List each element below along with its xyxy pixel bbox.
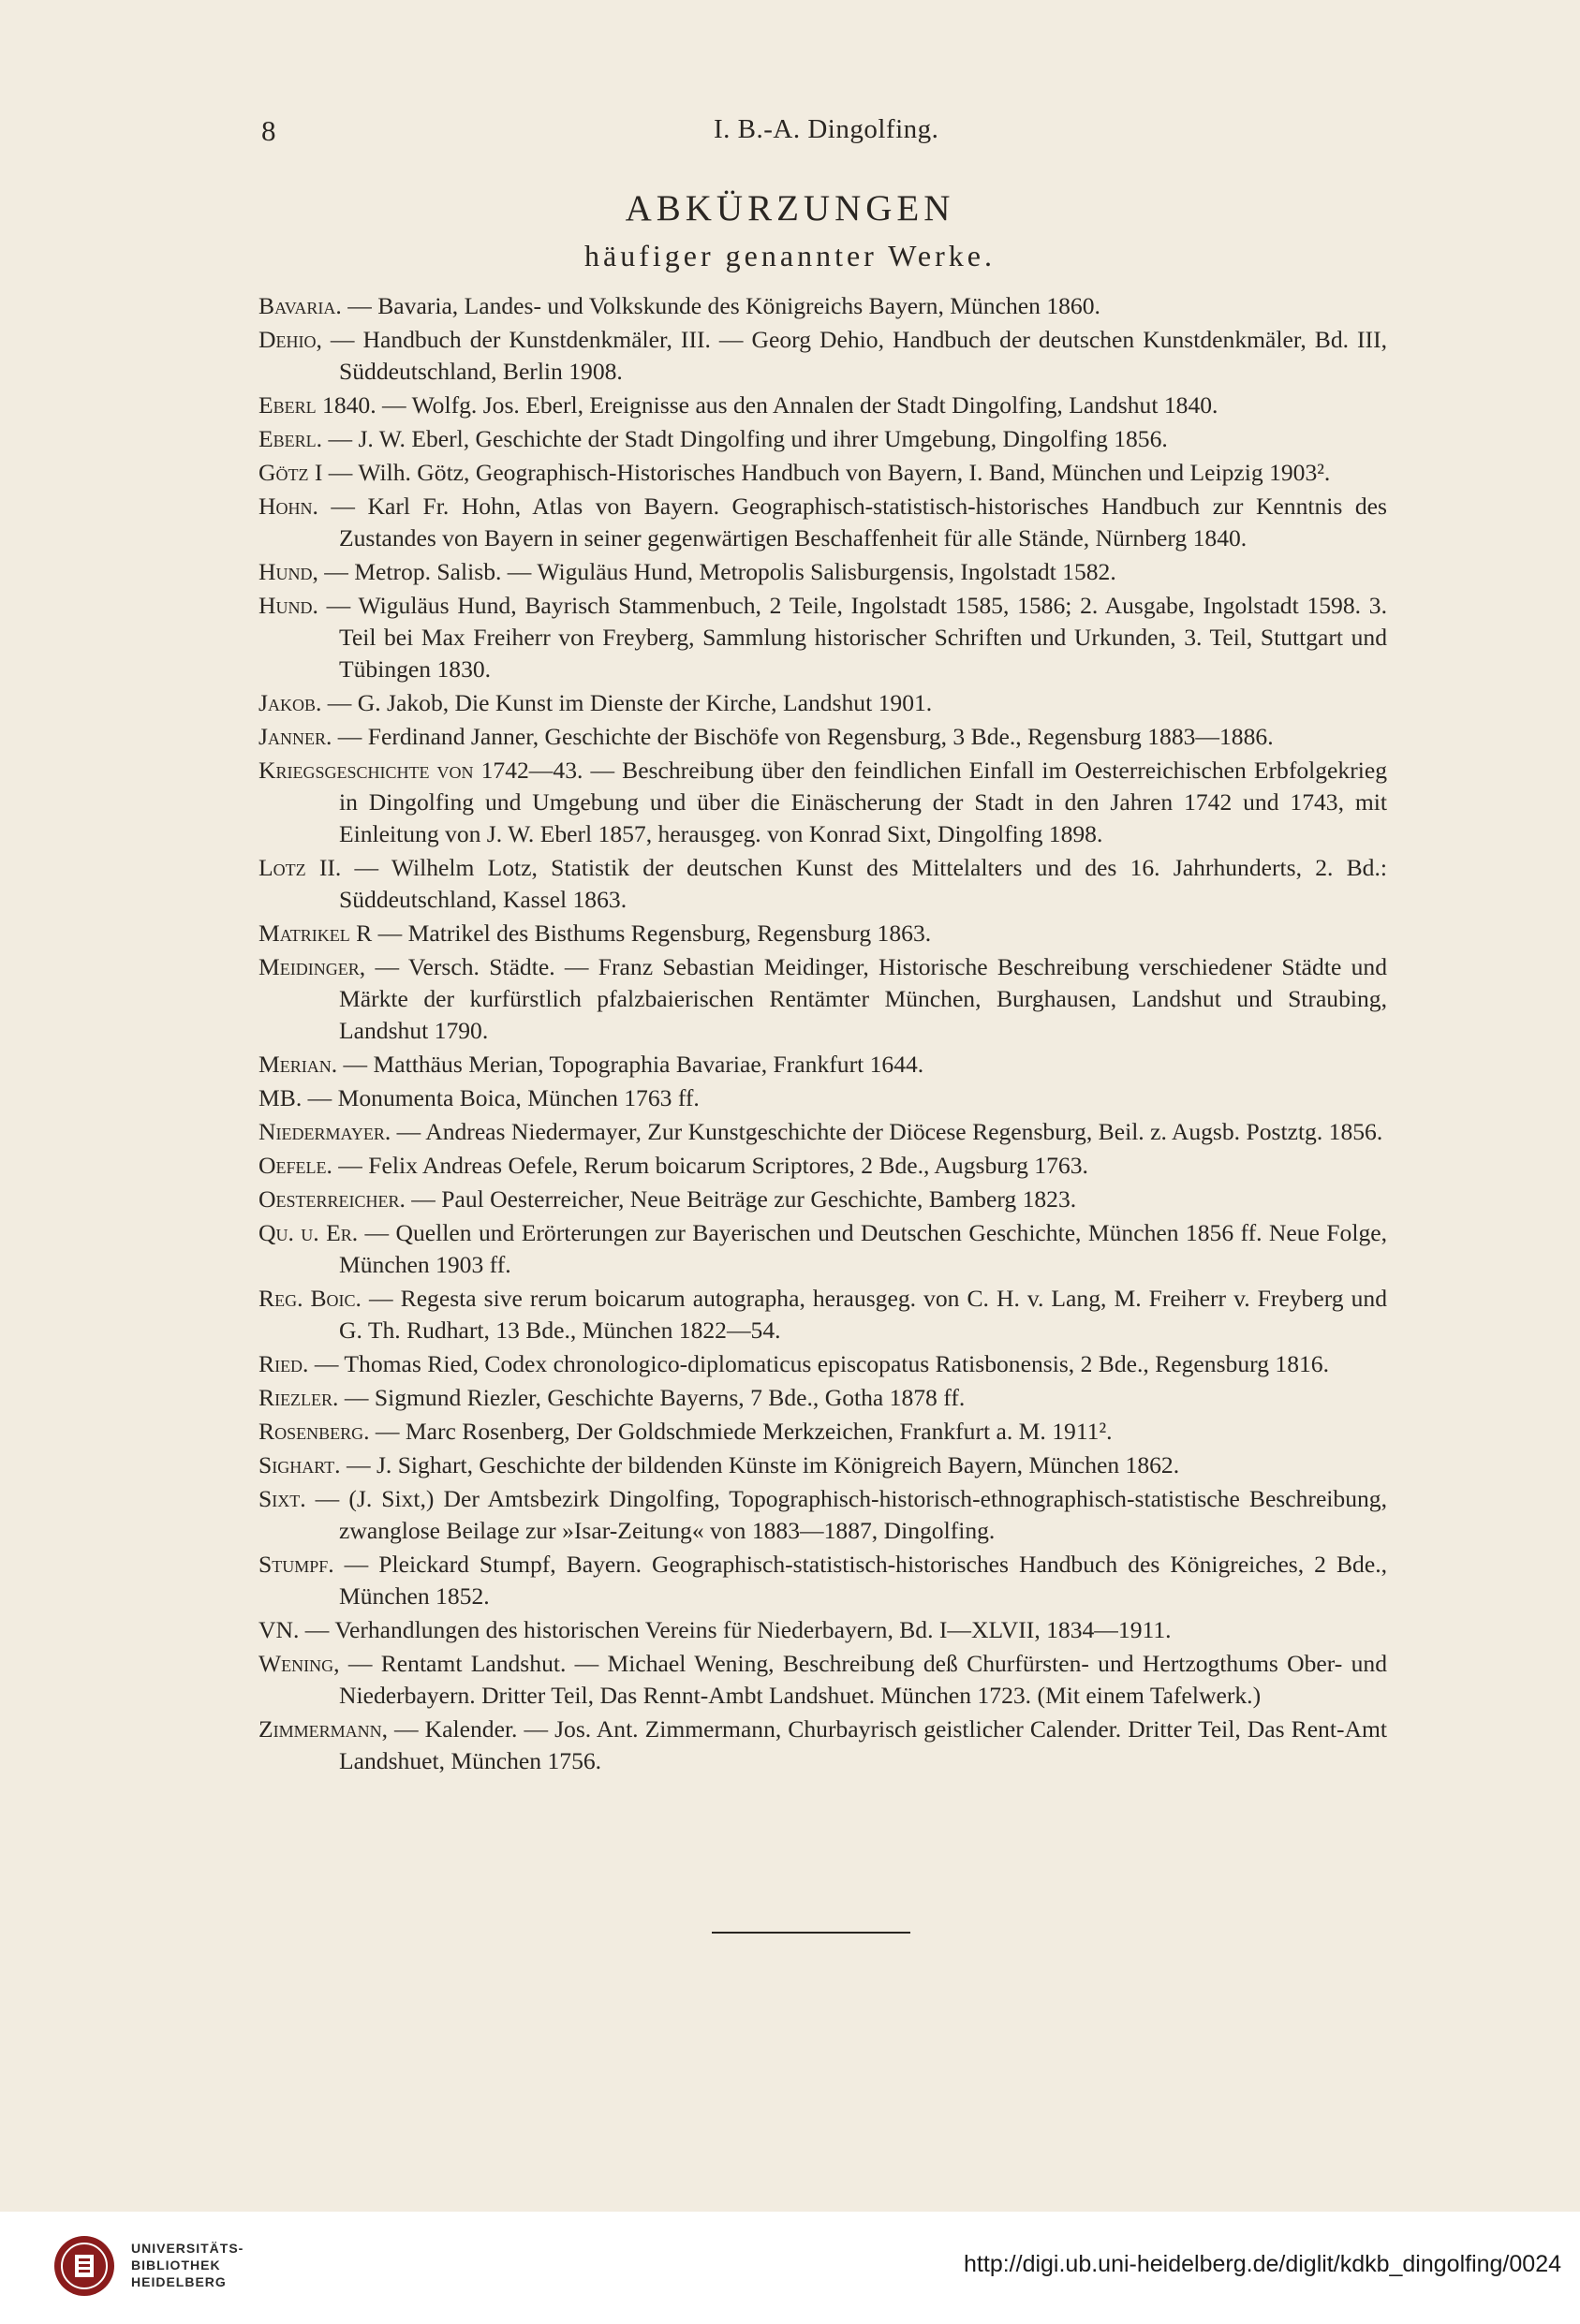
entry-text: Versch. Städte. — Franz Sebastian Meidinger, Historische Beschreibung verschiedener Städte und Märkte der kurfürstlich pfalzbaierischen Rentämter München, Burghausen, Landshut und Straubing, Landshut 1790. — [339, 953, 1387, 1044]
abbreviation-entry — [258, 1184, 1387, 1215]
abbreviation-entry — [258, 324, 1387, 388]
abbreviation-entry — [258, 1614, 1387, 1646]
entry-abbreviation: VN. — [258, 1616, 300, 1643]
entry-abbreviation: Zimmermann, — [258, 1715, 389, 1743]
abbreviation-entry — [258, 1449, 1387, 1481]
entry-abbreviation: Rosenberg. — [258, 1418, 370, 1445]
entry-separator: — — [321, 326, 363, 353]
entry-text: (J. Sixt,) Der Amtsbezirk Dingolfing, Topographisch-historisch-ethnographisch-statistische Beschreibung, zwanglose Beilage zur »Isar-Zeitung« von 1883—1887, Dingolfing. — [339, 1485, 1388, 1544]
entry-separator: — — [372, 919, 408, 947]
entry-text: Verhandlungen des historischen Vereins für Niederbayern, Bd. I—XLVII, 1834—1911. — [334, 1616, 1172, 1643]
entry-abbreviation: Eberl. — [258, 425, 323, 452]
entry-text: Monumenta Boica, München 1763 ff. — [337, 1084, 700, 1111]
abbreviation-entry — [258, 1049, 1387, 1081]
entry-abbreviation: Hohn. — [258, 493, 318, 520]
entry-abbreviation: Lotz II. — [258, 854, 342, 881]
entry-separator: — — [365, 953, 408, 980]
entry-text: Rentamt Landshut. — Michael Wening, Beschreibung deß Churfürsten- und Hertzogthums Ober- und Niederbayern. Dritter Teil, Das Rennt-Ambt Landshuet. München 1723. (Mit einem Tafelwerk.) — [339, 1650, 1387, 1709]
abbreviation-list — [258, 290, 1387, 1779]
entry-abbreviation: Dehio, — [258, 326, 322, 353]
entry-text: Ferdinand Janner, Geschichte der Bischöfe von Regensburg, 3 Bde., Regensburg 1883—1886. — [367, 723, 1274, 750]
library-name-line: HEIDELBERG — [131, 2274, 227, 2289]
abbreviation-entry — [258, 590, 1387, 685]
entry-separator: — — [305, 1485, 349, 1512]
abbreviation-entry — [258, 687, 1387, 719]
entry-separator: — — [405, 1185, 442, 1213]
entry-text: Wilh. Götz, Geographisch-Historisches Handbuch von Bayern, I. Band, München und Leipzig 1903². — [358, 459, 1331, 486]
library-name — [131, 2240, 244, 2290]
entry-text: Karl Fr. Hohn, Atlas von Bayern. Geographisch-statistisch-historisches Handbuch zur Kenntnis des Zustandes von Bayern in seiner gegenwärtigen Beschaffenheit für alle Stände, Nürnberg 1840. — [339, 493, 1387, 552]
entry-separator: — — [340, 1451, 377, 1478]
entry-abbreviation: Wening, — [258, 1650, 340, 1677]
entry-abbreviation: Götz I — [258, 459, 323, 486]
entry-separator: — — [308, 1350, 345, 1377]
entry-separator: — — [322, 425, 359, 452]
entry-separator: — — [317, 558, 355, 585]
entry-separator: — — [332, 723, 368, 750]
entry-separator: — — [317, 592, 359, 619]
entry-abbreviation: Sighart. — [258, 1451, 341, 1478]
entry-separator: — — [583, 757, 623, 784]
entry-separator: — — [391, 1118, 426, 1145]
running-head: I. B.-A. Dingolfing. — [714, 114, 939, 144]
entry-abbreviation: Eberl 1840. — [258, 391, 377, 419]
entry-separator: — — [358, 1219, 396, 1246]
entry-abbreviation: Jakob. — [258, 689, 322, 716]
entry-text: Matrikel des Bisthums Regensburg, Regensburg 1863. — [407, 919, 932, 947]
entry-abbreviation: Niedermayer. — [258, 1118, 391, 1145]
page-number: 8 — [261, 114, 276, 147]
entry-text: Marc Rosenberg, Der Goldschmiede Merkzeichen, Frankfurt a. M. 1911². — [405, 1418, 1113, 1445]
entry-separator: — — [337, 1051, 374, 1078]
entry-text: Kalender. — Jos. Ant. Zimmermann, Churbayrisch geistlicher Calender. Dritter Teil, Das Rent-Amt Landshuet, München 1756. — [339, 1715, 1387, 1774]
entry-abbreviation: Reg. Boic. — [258, 1285, 362, 1312]
entry-abbreviation: MB. — [258, 1084, 303, 1111]
entry-abbreviation: Riezler. — [258, 1384, 339, 1411]
entry-abbreviation: Janner. — [258, 723, 332, 750]
page-title: ABKÜRZUNGEN — [625, 188, 955, 228]
entry-text: Regesta sive rerum boicarum autographa, herausgeg. von C. H. v. Lang, M. Freiherr v. Freyberg und G. Th. Rudhart, 13 Bde., München 1822—54. — [339, 1285, 1387, 1344]
entry-text: Handbuch der Kunstdenkmäler, III. — Georg Dehio, Handbuch der deutschen Kunstdenkmäler, Bd. III, Süddeutschland, Berlin 1908. — [339, 326, 1388, 385]
entry-separator: — — [338, 1384, 375, 1411]
entry-text: Wolfg. Jos. Eberl, Ereignisse aus den Annalen der Stadt Dingolfing, Landshut 1840. — [411, 391, 1218, 419]
abbreviation-entry — [258, 1416, 1387, 1448]
entry-separator: — — [341, 854, 391, 881]
entry-text: J. Sighart, Geschichte der bildenden Künste im Königreich Bayern, München 1862. — [376, 1451, 1180, 1478]
abbreviation-entry — [258, 721, 1387, 753]
entry-text: Beschreibung über den feindlichen Einfall im Oesterreichischen Erbfolgekrieg in Dingolfing und Umgebung und über die Einäscherung der Stadt in den Jahren 1742 und 1743, mit Einleitung von J. W. Eberl 1857, herausgeg. von Konrad Sixt, Dingolfing 1898. — [339, 757, 1387, 847]
abbreviation-entry — [258, 423, 1387, 455]
abbreviation-entry — [258, 491, 1387, 554]
page-header — [0, 114, 1580, 152]
entry-text: Paul Oesterreicher, Neue Beiträge zur Geschichte, Bamberg 1823. — [441, 1185, 1077, 1213]
page-subtitle: häufiger genannter Werke. — [584, 239, 996, 272]
entry-text: G. Jakob, Die Kunst im Dienste der Kirche, Landshut 1901. — [357, 689, 933, 716]
abbreviation-entry — [258, 1714, 1387, 1777]
entry-abbreviation: Oesterreicher. — [258, 1185, 406, 1213]
entry-separator: — — [333, 1551, 379, 1578]
abbreviation-entry — [258, 556, 1387, 588]
entry-text: Andreas Niedermayer, Zur Kunstgeschichte der Diöcese Regensburg, Beil. z. Augsb. Postztg. 1856. — [425, 1118, 1383, 1145]
entry-separator: — — [376, 391, 412, 419]
entry-separator: — — [332, 1152, 369, 1179]
entry-abbreviation: Sixt. — [258, 1485, 306, 1512]
entry-text: Quellen und Erörterungen zur Bayerischen und Deutschen Geschichte, München 1856 ff. Neue Folge, München 1903 ff. — [339, 1219, 1387, 1278]
abbreviation-entry — [258, 1483, 1387, 1547]
entry-abbreviation: Meidinger, — [258, 953, 366, 980]
abbreviation-entry — [258, 1648, 1387, 1712]
entry-abbreviation: Stumpf. — [258, 1551, 334, 1578]
library-name-line: UNIVERSITÄTS- — [131, 2241, 244, 2256]
abbreviation-entry — [258, 1382, 1387, 1414]
entry-separator: — — [369, 1418, 406, 1445]
university-seal-icon — [52, 2234, 116, 2298]
entry-separator: — — [361, 1285, 401, 1312]
entry-abbreviation: Matrikel R — [258, 919, 373, 947]
entry-separator: — — [302, 1084, 338, 1111]
entry-text: Felix Andreas Oefele, Rerum boicarum Scriptores, 2 Bde., Augsburg 1763. — [368, 1152, 1088, 1179]
entry-text: Pleickard Stumpf, Bayern. Geographisch-statistisch-historisches Handbuch des Königreiches, 2 Bde., München 1852. — [339, 1551, 1387, 1610]
entry-abbreviation: Ried. — [258, 1350, 309, 1377]
abbreviation-entry — [258, 1217, 1387, 1281]
footer-bar — [0, 2212, 1580, 2324]
abbreviation-entry — [258, 457, 1387, 489]
entry-text: Sigmund Riezler, Geschichte Bayerns, 7 Bde., Gotha 1878 ff. — [374, 1384, 966, 1411]
entry-text: Matthäus Merian, Topographia Bavariae, Frankfurt 1644. — [373, 1051, 924, 1078]
entry-abbreviation: Kriegsgeschichte von 1742—43. — [258, 757, 583, 784]
entry-text: Metrop. Salisb. — Wiguläus Hund, Metropolis Salisburgensis, Ingolstadt 1582. — [354, 558, 1116, 585]
abbreviation-entry — [258, 755, 1387, 850]
abbreviation-entry — [258, 390, 1387, 421]
abbreviation-entry — [258, 290, 1387, 322]
entry-separator: — — [322, 459, 359, 486]
abbreviation-entry — [258, 852, 1387, 916]
abbreviation-entry — [258, 1283, 1387, 1346]
abbreviation-entry — [258, 1549, 1387, 1612]
abbreviation-entry — [258, 951, 1387, 1047]
entry-text: Bavaria, Landes- und Volkskunde des Königreichs Bayern, München 1860. — [377, 292, 1100, 319]
entry-abbreviation: Merian. — [258, 1051, 338, 1078]
entry-abbreviation: Hund, — [258, 558, 318, 585]
abbreviation-entry — [258, 1348, 1387, 1380]
entry-separator: — — [299, 1616, 335, 1643]
entry-separator: — — [341, 292, 378, 319]
entry-abbreviation: Qu. u. Er. — [258, 1219, 359, 1246]
closing-rule — [712, 1932, 910, 1934]
entry-text: Wiguläus Hund, Bayrisch Stammenbuch, 2 Teile, Ingolstadt 1585, 1586; 2. Ausgabe, Ingolstadt 1598. 3. Teil bei Max Freiherr von Freyberg, Sammlung historischer Schriften und Urkunden, 3. Teil, Stuttgart und Tübingen 1830. — [339, 592, 1387, 683]
library-name-line: BIBLIOTHEK — [131, 2258, 221, 2273]
entry-text: J. W. Eberl, Geschichte der Stadt Dingolfing und ihrer Umgebung, Dingolfing 1856. — [358, 425, 1168, 452]
abbreviation-entry — [258, 918, 1387, 949]
entry-text: Thomas Ried, Codex chronologico-diplomaticus episcopatus Ratisbonensis, 2 Bde., Regensburg 1816. — [344, 1350, 1329, 1377]
entry-separator: — — [317, 493, 368, 520]
entry-abbreviation: Bavaria. — [258, 292, 342, 319]
abbreviation-entry — [258, 1116, 1387, 1148]
entry-abbreviation: Hund. — [258, 592, 318, 619]
abbreviation-entry — [258, 1082, 1387, 1114]
entry-separator: — — [388, 1715, 425, 1743]
entry-text: Wilhelm Lotz, Statistik der deutschen Kunst des Mittelalters und des 16. Jahrhunderts, 2. Bd.: Süddeutschland, Kassel 1863. — [339, 854, 1387, 913]
source-url[interactable]: http://digi.ub.uni-heidelberg.de/diglit/kdkb_dingolfing/0024 — [964, 2251, 1561, 2277]
entry-separator: — — [321, 689, 358, 716]
abbreviation-entry — [258, 1150, 1387, 1182]
entry-separator: — — [339, 1650, 381, 1677]
entry-abbreviation: Oefele. — [258, 1152, 332, 1179]
